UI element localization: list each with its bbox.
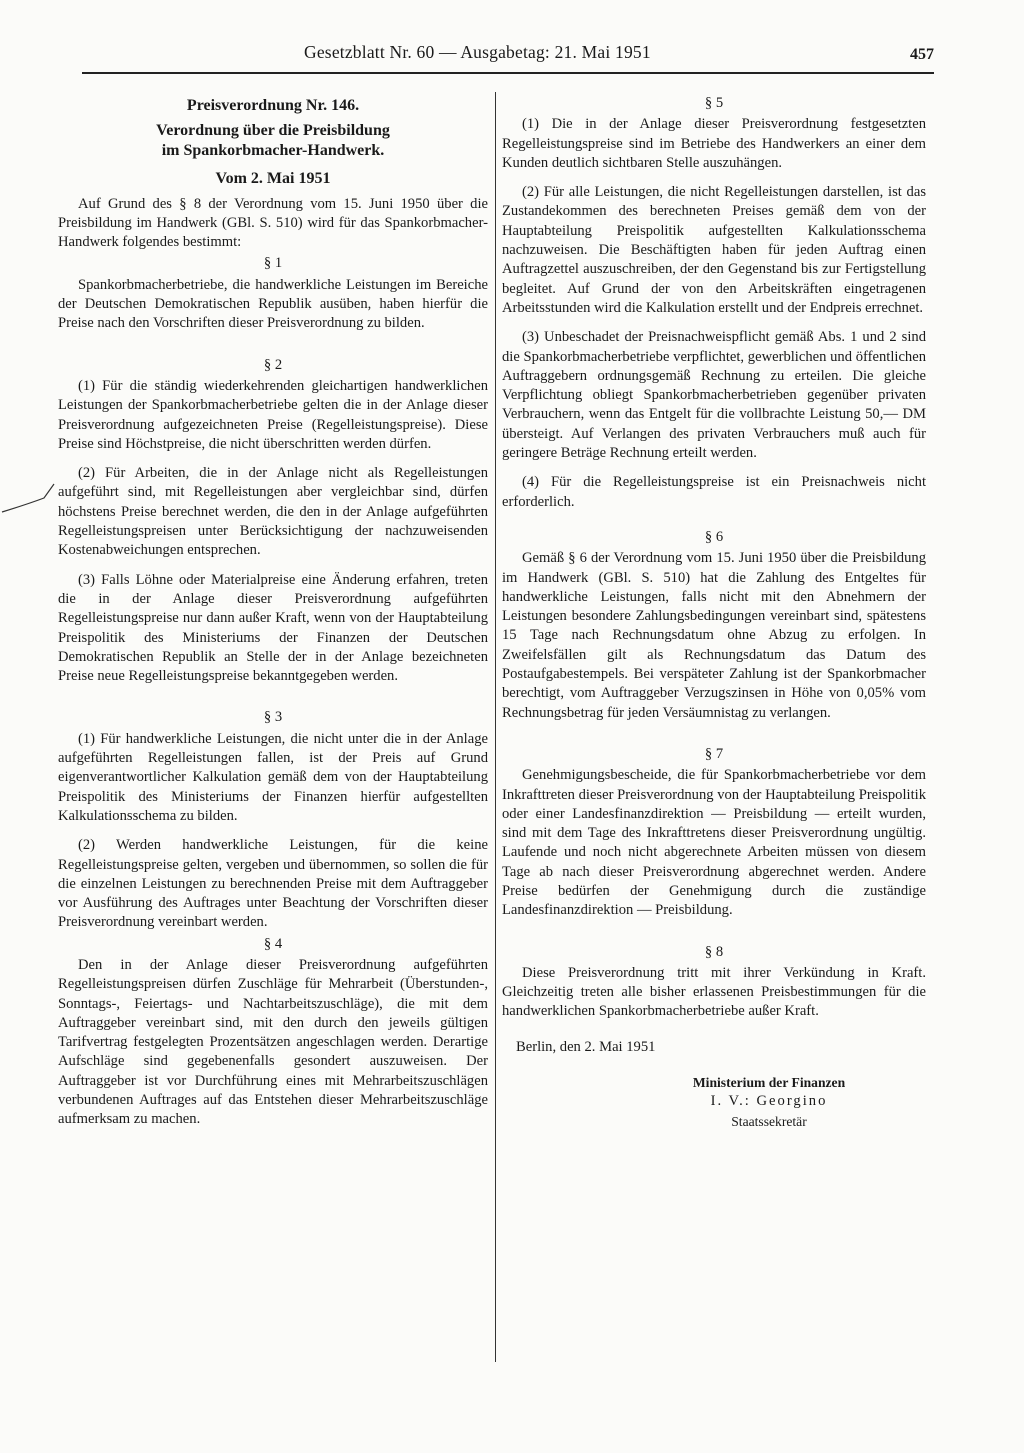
- signatory-name: I. V.: Georgino: [710, 1093, 828, 1110]
- section-5-para-2: (2) Für alle Leistungen, die nicht Regelleistungen darstellen, ist das Zustandekommen des berechneten Preises gemäß dem von der Hauptabteilung Preispolitik aufgestellten Kalkulationsschema nachzuweisen. Die Beschäftigten haben für jeden Auftrag einen Auftragzettel auszuschreiben, der den Gegenstand bis zur Fertigstellung begleitet. Auf Grund der von den Arbeitskräften eingetragenen Arbeitsstunden wird die Kalkulation erstellt und der Endpreis errechnet.: [502, 184, 926, 316]
- signatory-role: Staatssekretär: [731, 1113, 807, 1129]
- section-1-heading: § 1: [263, 255, 283, 272]
- section-5-para-4: (4) Für die Regelleistungspreise ist ein Preisnachweis nicht erforderlich.: [502, 474, 926, 510]
- section-5-para-3: (3) Unbeschadet der Preisnachweispflicht gemäß Abs. 1 und 2 sind die Spankorbmacherbetriebe verpflichtet, gewerblichen und öffentlichen Auftraggebern ordnungsgemäß Rechnung zu erteilen. Die gleiche Verpflichtung obliegt Spankorbmacherbetrieben gegenüber privaten Verbrauchern, wenn das Entgelt für die vollbrachte Leistung 50,— DM übersteigt. Auf Verlangen des privaten Verbrauchers muß auch für geringere Beträge Rechnung erteilt werden.: [502, 329, 926, 462]
- left-column: [58, 92, 488, 1130]
- section-6-heading: § 6: [704, 528, 724, 545]
- section-3-para-1: (1) Für handwerkliche Leistungen, die nicht unter die in der Anlage aufgeführten Regelleistungen fallen, ist der Preis auf Grund eigenverantwortlicher Kalkulation gemäß dem von der Hauptabteilung Preispolitik des Ministeriums der Finanzen hierfür aufgestellten Kalkulationsschema zu bilden.: [58, 730, 488, 824]
- margin-pen-mark: [0, 470, 60, 520]
- section-4-heading: § 4: [263, 935, 283, 952]
- ordinance-date: Vom 2. Mai 1951: [215, 170, 331, 188]
- section-3-para-2: (2) Werden handwerkliche Leistungen, für die keine Regelleistungspreise gelten, vergeben und übernommen, so sollen die für die einzelnen Leistungen zu berechnenden Preise mit dem Auftraggeber vor Ausführung des Auftrages unter Beachtung der Vorschriften dieser Preisverordnung vereinbart werden.: [58, 837, 488, 931]
- place-and-date: Berlin, den 2. Mai 1951: [516, 1038, 656, 1055]
- section-3-heading: § 3: [263, 709, 283, 726]
- section-8-text: Diese Preisverordnung tritt mit ihrer Verkündung in Kraft. Gleichzeitig treten alle bisher erlassenen Preisbestimmungen für die handwerklichen Spankorbmacherbetriebe außer Kraft.: [502, 964, 926, 1020]
- column-divider: [495, 92, 496, 1362]
- signatory-ministry: Ministerium der Finanzen: [692, 1075, 846, 1091]
- section-5-heading: § 5: [704, 95, 724, 111]
- section-2-para-1: (1) Für die ständig wiederkehrenden gleichartigen handwerklichen Leistungen der Spankorbmacherbetriebe gelten die in der Anlage dieser Preisverordnung aufgezeichneten Preise (Regelleistungspreise). Diese Preise sind Höchstpreise, die nicht überschritten werden dürfen.: [58, 377, 488, 452]
- page-header: [82, 38, 934, 74]
- section-6-text: Gemäß § 6 der Verordnung vom 15. Juni 1950 über die Preisbildung im Handwerk (GBl. S. 510) hat die Zahlung des Entgeltes für handwerkliche Leistungen, falls nicht mit den Abnehmern der Leistungen besondere Zahlungsbedingungen vereinbart sind, spätestens 15 Tage nach Rechnungsdatum ohne Abzug zu erfolgen. In Zweifelsfällen gilt als Rechnungsdatum das Datum des Postaufgabestempels. Bei verspäteter Zahlung ist der Spankorbmacher berechtigt, vom Auftraggeber Verzugszinsen in Höhe von 0,05% vom Rechnungsbetrag für jeden Versäumnistag zu verlangen.: [502, 550, 926, 721]
- section-2-para-2: (2) Für Arbeiten, die in der Anlage nicht als Regelleistungen aufgeführt sind, mit Regelleistungen aber vergleichbar sind, dürfen höchstens Preise berechnet werden, die den in der Anlage aufgeführten Regelleistungspreisen unter Berücksichtigung der nachzuweisenden Kostenabweichungen entsprechen.: [58, 465, 488, 559]
- section-7-text: Genehmigungsbescheide, die für Spankorbmacherbetriebe vor dem Inkrafttreten dieser Preisverordnung von der Hauptabteilung Preispolitik oder einer Landesfinanzdirektion — Preisbildung — erteilt wurden, sind mit dem Tage des Inkrafttretens dieser Preisverordnung ungültig. Laufende und noch nicht abgerechnete Arbeiten müssen von diesem Tage ab nach dieser Preisverordnung abgerechnet werden. Andere Preise bedürfen der Genehmigung durch die zuständige Landesfinanzdirektion — Preisbildung.: [502, 767, 926, 919]
- section-5-para-1: (1) Die in der Anlage dieser Preisverordnung festgesetzten Regelleistungspreise sind im Betriebe des Handwerkers an einer dem Kunden deutlich sichtbaren Stelle auszuhängen.: [502, 116, 926, 171]
- header-title: Gesetzblatt Nr. 60 — Ausgabetag: 21. Mai 1951: [304, 42, 651, 62]
- ordinance-number: Preisverordnung Nr. 146.: [186, 97, 360, 114]
- preamble: Auf Grund des § 8 der Verordnung vom 15. Juni 1950 über die Preisbildung im Handwerk (GBl. S. 510) wird für das Spankorbmacher-Handwerk folgendes bestimmt:: [58, 195, 488, 251]
- ordinance-title-line1: Verordnung über die Preisbildung: [156, 122, 390, 140]
- section-2-heading: § 2: [263, 356, 283, 373]
- ordinance-title: [58, 121, 488, 161]
- section-7-heading: § 7: [704, 745, 724, 762]
- section-1-text: Spankorbmacherbetriebe, die handwerkliche Leistungen im Bereiche der Deutschen Demokratischen Republik ausüben, haben hierfür die Preise nach den Vorschriften dieser Preisverordnung zu bilden.: [58, 276, 488, 332]
- ordinance-title-line2: im Spankorbmacher-Handwerk.: [161, 142, 385, 160]
- page-number: 457: [910, 46, 934, 63]
- section-8-heading: § 8: [704, 943, 724, 960]
- section-4-text: Den in der Anlage dieser Preisverordnung aufgeführten Regelleistungspreisen dürfen Zuschläge für Mehrarbeit (Überstunden-, Sonntags-, Feiertags- und Nachtarbeitszuschläge), die mit dem Auftraggeber vereinbart sind, mit den durch den jeweils gültigen Tarifvertrag festgelegten Prozentsätzen angeschlagen werden. Derartige Aufschläge sind gegebenenfalls gesondert auszuweisen. Der Auftraggeber ist vor Durchführung eines mit Mehrarbeitszuschlägen verbundenen Auftrages auf das Entstehen dieser Mehrarbeitszuschläge aufmerksam zu machen.: [58, 956, 488, 1128]
- right-column: [502, 92, 926, 1131]
- section-2-para-3: (3) Falls Löhne oder Materialpreise eine Änderung erfahren, treten die in der Anlage dieser Preisverordnung aufgeführten Regelleistungspreise nur dann außer Kraft, wenn von der Hauptabteilung Preispolitik des Ministeriums der Finanzen der Deutschen Demokratischen Republik an Stelle der in der Anlage bezeichneten Preise neue Regelleistungspreise bekanntgegeben werden.: [58, 571, 488, 685]
